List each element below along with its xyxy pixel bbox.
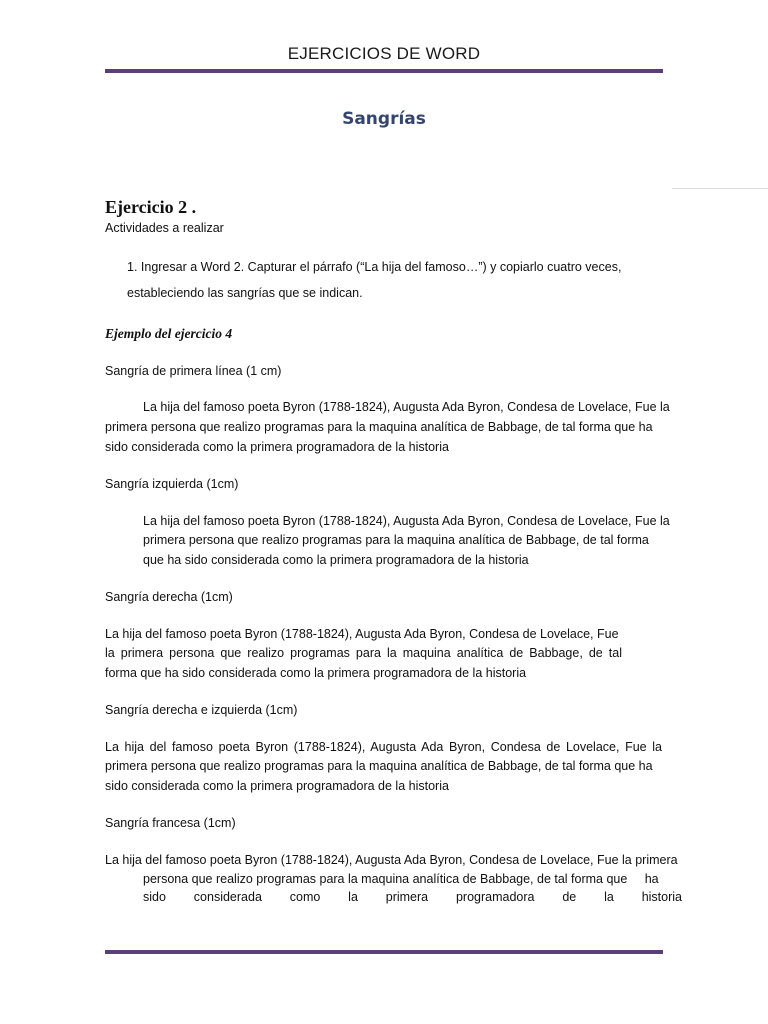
instruction-line-1: 1. Ingresar a Word 2. Capturar el párrafo (“La hija del famoso…”) y copiarlo cuatro veces, <box>127 260 622 274</box>
activities-label: Actividades a realizar <box>105 221 224 235</box>
paragraph-line: primera persona que realizo programas para la maquina analítica de Babbage, de tal forma <box>143 533 649 547</box>
paragraph-line: persona que realizo programas para la maquina analítica de Babbage, de tal forma que ha <box>143 872 659 886</box>
instruction-line-2: estableciendo las sangrías que se indican. <box>127 286 363 300</box>
document-title: Sangrías <box>342 109 426 129</box>
exercise-heading: Ejercicio 2 . <box>105 197 197 217</box>
header-rule <box>105 69 663 73</box>
paragraph-line: primera persona que realizo programas para la maquina analítica de Babbage, de tal forma que ha <box>105 420 653 434</box>
paragraph-line: sido considerada como la primera programadora de la historia <box>105 779 449 793</box>
paragraph-line: la primera persona que realizo programas para la maquina analítica de Babbage, de tal <box>105 646 622 660</box>
section-label-first-line: Sangría de primera línea (1 cm) <box>105 364 282 378</box>
paragraph-line: La hija del famoso poeta Byron (1788-1824), Augusta Ada Byron, Condesa de Lovelace, Fue la <box>143 400 670 414</box>
paragraph-line: La hija del famoso poeta Byron (1788-1824), Augusta Ada Byron, Condesa de Lovelace, Fue la <box>143 514 670 528</box>
example-heading: Ejemplo del ejercicio 4 <box>105 326 233 341</box>
paragraph-line: forma que ha sido considerada como la primera programadora de la historia <box>105 666 527 680</box>
paragraph-line: La hija del famoso poeta Byron (1788-1824), Augusta Ada Byron, Condesa de Lovelace, Fue la primera <box>105 853 678 867</box>
paragraph-line: La hija del famoso poeta Byron (1788-1824), Augusta Ada Byron, Condesa de Lovelace, Fue la <box>105 740 662 754</box>
page-header-title: EJERCICIOS DE WORD <box>287 44 481 63</box>
paragraph-line: que ha sido considerada como la primera programadora de la historia <box>143 553 529 567</box>
margin-line <box>672 188 768 189</box>
paragraph-line: sido considerada como la primera programadora de la historia <box>105 440 449 454</box>
section-label-hanging: Sangría francesa (1cm) <box>105 816 236 830</box>
section-label-right: Sangría derecha (1cm) <box>105 590 233 604</box>
paragraph-line: sido considerada como la primera programadora de la historia <box>143 890 682 904</box>
paragraph-line: La hija del famoso poeta Byron (1788-1824), Augusta Ada Byron, Condesa de Lovelace, Fue <box>105 627 619 641</box>
section-label-left: Sangría izquierda (1cm) <box>105 477 239 491</box>
paragraph-line: primera persona que realizo programas para la maquina analítica de Babbage, de tal forma que ha <box>105 759 653 773</box>
section-label-right-left: Sangría derecha e izquierda (1cm) <box>105 703 298 717</box>
footer-rule <box>105 950 663 954</box>
